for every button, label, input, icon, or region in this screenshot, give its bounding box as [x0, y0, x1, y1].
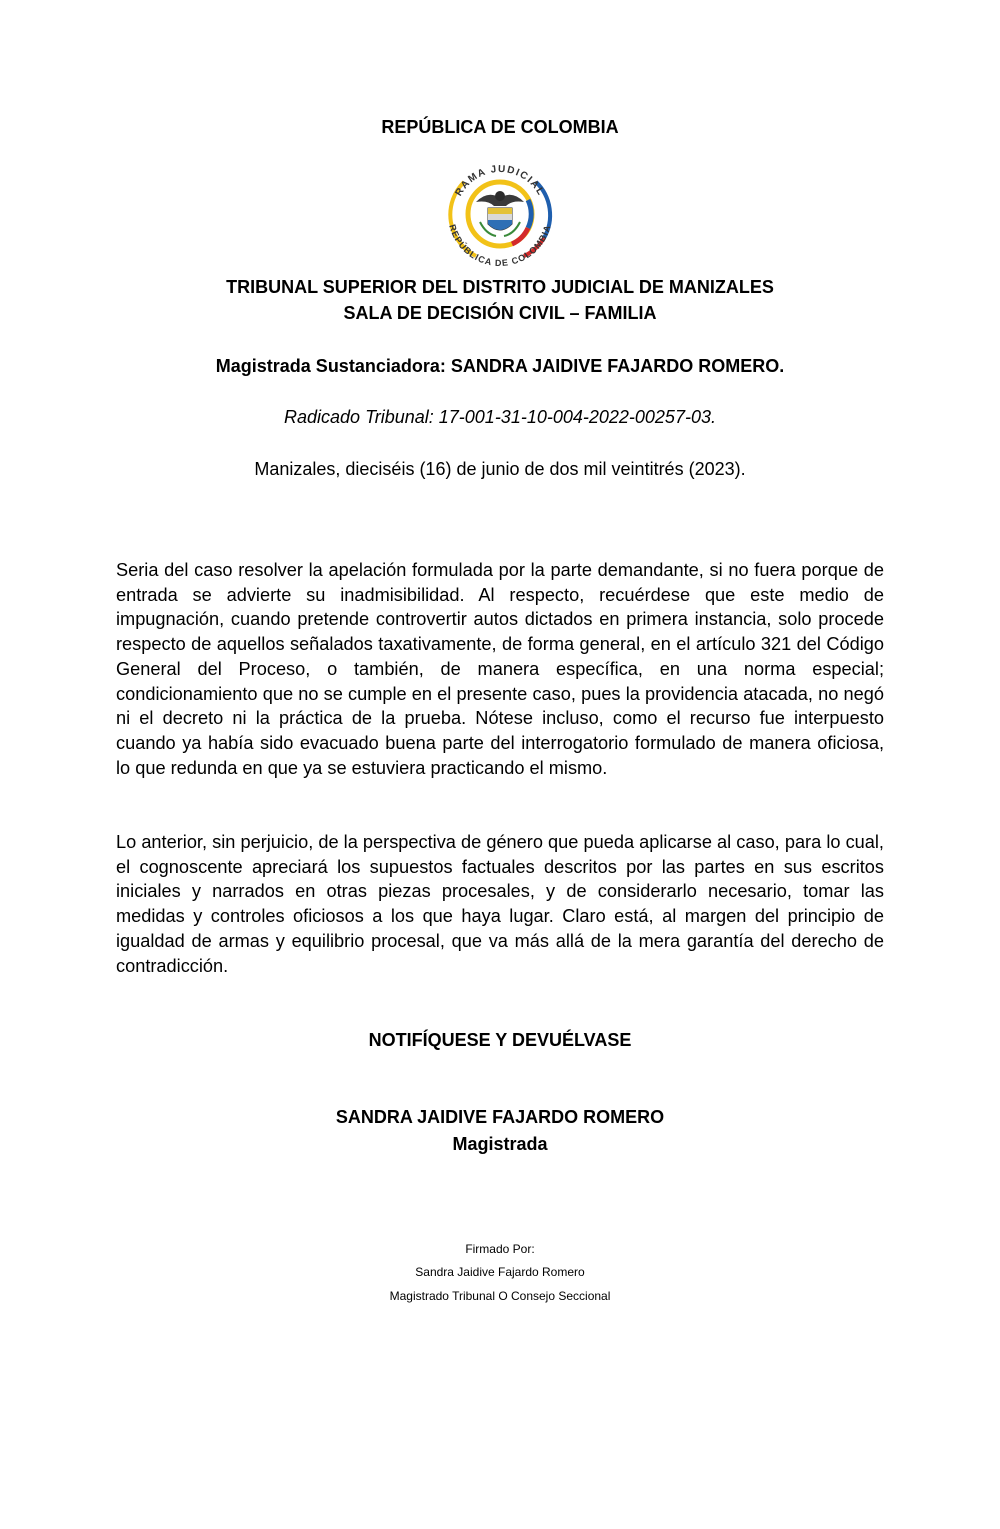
document-date: Manizales, dieciséis (16) de junio de dos mil veintitrés (2023). — [254, 459, 746, 479]
body-paragraph-2: Lo anterior, sin perjuicio, de la perspectiva de género que pueda aplicarse al caso, para lo cual, el cognoscente apreciará los supuestos factuales descritos por las partes en sus escritos iniciales y narrados en otras piezas procesales, y de considerarlo necesario, tomar las medidas y controles oficiosos a los que haya lugar. Claro está, al margen del principio de igualdad de armas y equilibrio procesal, que va más allá de la mera garantía del derecho de contradicción. — [116, 832, 884, 976]
chamber-name: SALA DE DECISIÓN CIVIL – FAMILIA — [343, 303, 657, 323]
country-title: REPÚBLICA DE COLOMBIA — [381, 117, 619, 137]
signer-title: Magistrada — [452, 1134, 548, 1154]
seal-top-text: RAMA JUDICIAL — [453, 163, 547, 199]
seal-bottom-text: REPÚBLICA DE COLOMBIA — [447, 223, 553, 269]
judicial-seal-logo — [436, 152, 564, 274]
signed-by-label: Firmado Por: — [465, 1242, 535, 1256]
magistrate-line: Magistrada Sustanciadora: SANDRA JAIDIVE FAJARDO ROMERO. — [215, 356, 785, 376]
signature-role: Magistrado Tribunal O Consejo Seccional — [389, 1289, 611, 1303]
court-name: TRIBUNAL SUPERIOR DEL DISTRITO JUDICIAL DE MANIZALES — [226, 277, 774, 297]
signature-name: Sandra Jaidive Fajardo Romero — [415, 1265, 585, 1279]
signer-name: SANDRA JAIDIVE FAJARDO ROMERO — [335, 1107, 665, 1127]
body-paragraph-1: Seria del caso resolver la apelación formulada por la parte demandante, si no fuera porque de entrada se advierte su inadmisibilidad. Al respecto, recuérdese que este medio de impugnación, cuando pretende controvertir autos dictados en primera instancia, solo procede respecto de aquellos señalados taxativamente, de forma general, en el artículo 321 del Código General del Proceso, o también, de manera específica, en una norma especial; condicionamiento que no se cumple en el presente caso, pues la providencia atacada, no negó ni el decreto ni la práctica de la prueba. Nótese incluso, como el recurso fue interpuesto cuando ya había sido evacuado buena parte del interrogatorio formulado de manera oficiosa, lo que redunda en que ya se estuviera practicando el mismo. — [116, 560, 884, 778]
order-notice: NOTIFÍQUESE Y DEVUÉLVASE — [368, 1030, 632, 1050]
radicado-number: Radicado Tribunal: 17-001-31-10-004-2022-00257-03. — [284, 407, 716, 427]
